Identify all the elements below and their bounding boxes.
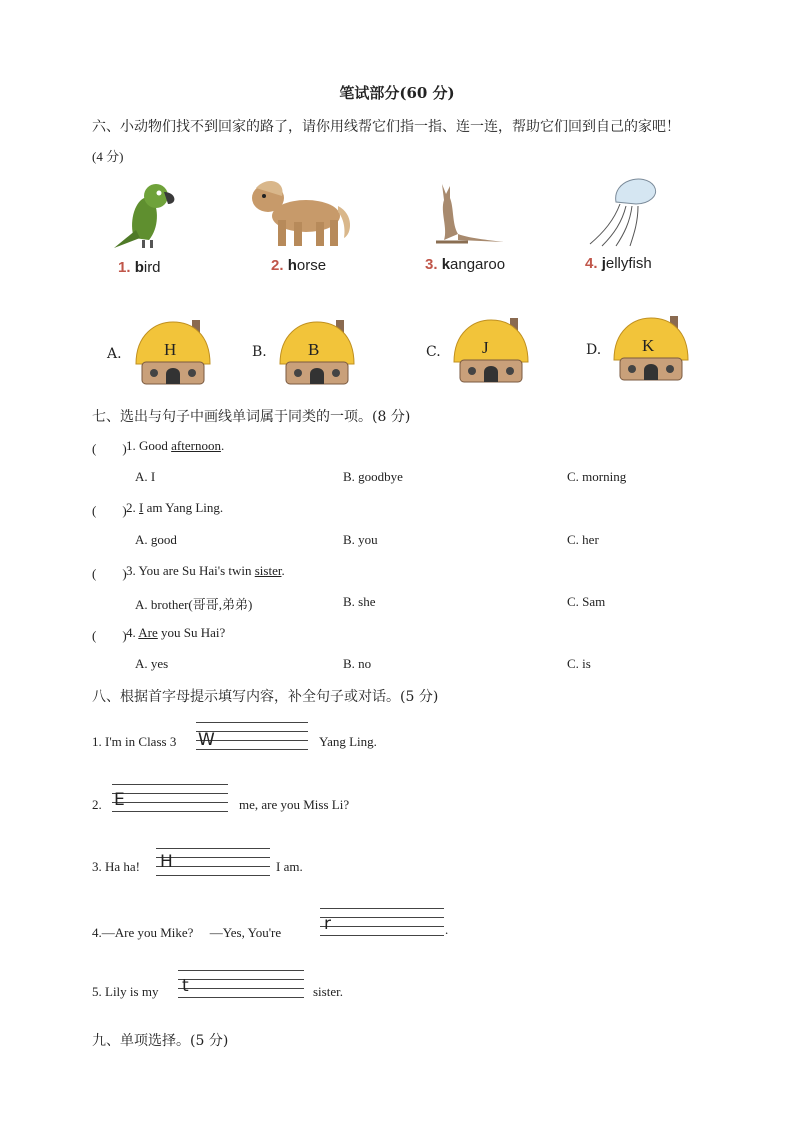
house-b [276, 318, 358, 390]
q1-option-c: C. morning [567, 469, 627, 484]
fill3-hint-letter: H [160, 852, 173, 872]
fill5-suffix: sister. [313, 984, 343, 999]
house-label-d: D. [586, 342, 602, 358]
q2-paren: ( ) [92, 503, 127, 518]
section6-heading: 六、小动物们找不到回家的路了，请你用线帮它们指一指、连一连，帮助它们回到自己的家吧！ [92, 119, 680, 135]
animal-label-kangaroo: 3. kangaroo [425, 256, 506, 273]
q4-paren: ( ) [92, 628, 127, 643]
section6-points: (4 分) [92, 149, 124, 164]
fill1-suffix: Yang Ling. [319, 734, 377, 749]
house-letter: J [482, 338, 489, 357]
kangaroo-image [428, 178, 508, 250]
q3-option-c: C. Sam [567, 594, 606, 609]
q2-option-a: A. good [135, 532, 177, 547]
q4-option-b: B. no [343, 656, 372, 671]
q3-stem: 3. You are Su Hai's twin sister. [126, 563, 285, 578]
q4-stem: 4. Are you Su Hai? [126, 625, 226, 640]
house-label-c: C. [426, 344, 441, 360]
q3-paren: ( ) [92, 566, 127, 581]
q3-option-a: A. brother(哥哥,弟弟) [135, 597, 253, 612]
fill4-suffix: . [445, 922, 449, 937]
section7-heading: 七、选出与句子中画线单词属于同类的一项。(8 分) [92, 409, 411, 425]
fill2-prefix: 2. [92, 797, 102, 812]
house-k [610, 314, 692, 386]
house-h [132, 318, 214, 390]
q1-stem: 1. Good afternoon. [126, 438, 225, 453]
q2-option-b: B. you [343, 532, 378, 547]
q2-option-c: C. her [567, 532, 599, 547]
house-label-a: A. [107, 346, 122, 362]
page-title: 笔试部分(60 分) [339, 84, 455, 102]
house-j [450, 316, 532, 388]
fill2-hint-letter: E [114, 790, 125, 810]
fill3-prefix: 3. Ha ha! [92, 859, 141, 874]
fill3-suffix: I am. [276, 859, 303, 874]
q3-option-b: B. she [343, 594, 376, 609]
house-letter: H [164, 340, 177, 359]
q1-paren: ( ) [92, 441, 127, 456]
section8-heading: 八、根据首字母提示填写内容，补全句子或对话。(5 分) [92, 689, 439, 705]
fill1-prefix: 1. I'm in Class 3 [92, 734, 177, 749]
animal-label-bird: 1. bird [118, 259, 161, 276]
animal-label-jellyfish: 4. jellyfish [585, 255, 652, 272]
mushroom-house-icon [450, 316, 532, 388]
jellyfish-image [584, 172, 664, 250]
q1-option-b: B. goodbye [343, 469, 403, 484]
section9-heading: 九、单项选择。(5 分) [92, 1033, 229, 1049]
fill4-writing-lines[interactable] [320, 908, 444, 944]
parrot-image [104, 178, 184, 256]
fill4-prefix: 4.—Are you Mike? —Yes, You're [92, 925, 282, 940]
q4-option-a: A. yes [135, 656, 169, 671]
fill5-hint-letter: t [182, 976, 189, 996]
fill4-hint-letter: r [324, 914, 331, 934]
fill5-prefix: 5. Lily is my [92, 984, 159, 999]
fill2-suffix: me, are you Miss Li? [239, 797, 350, 812]
fill2-writing-lines[interactable] [112, 784, 228, 820]
q4-option-c: C. is [567, 656, 591, 671]
house-label-b: B. [252, 344, 267, 360]
fill5-writing-lines[interactable] [178, 970, 304, 1006]
horse-image [246, 176, 356, 252]
fill3-writing-lines[interactable] [156, 848, 270, 884]
animal-label-horse: 2. horse [271, 257, 327, 274]
house-letter: B [308, 340, 320, 359]
house-letter: K [642, 336, 655, 355]
fill1-hint-letter: W [198, 730, 215, 750]
q1-option-a: A. I [135, 469, 156, 484]
q2-stem: 2. I am Yang Ling. [126, 500, 224, 515]
